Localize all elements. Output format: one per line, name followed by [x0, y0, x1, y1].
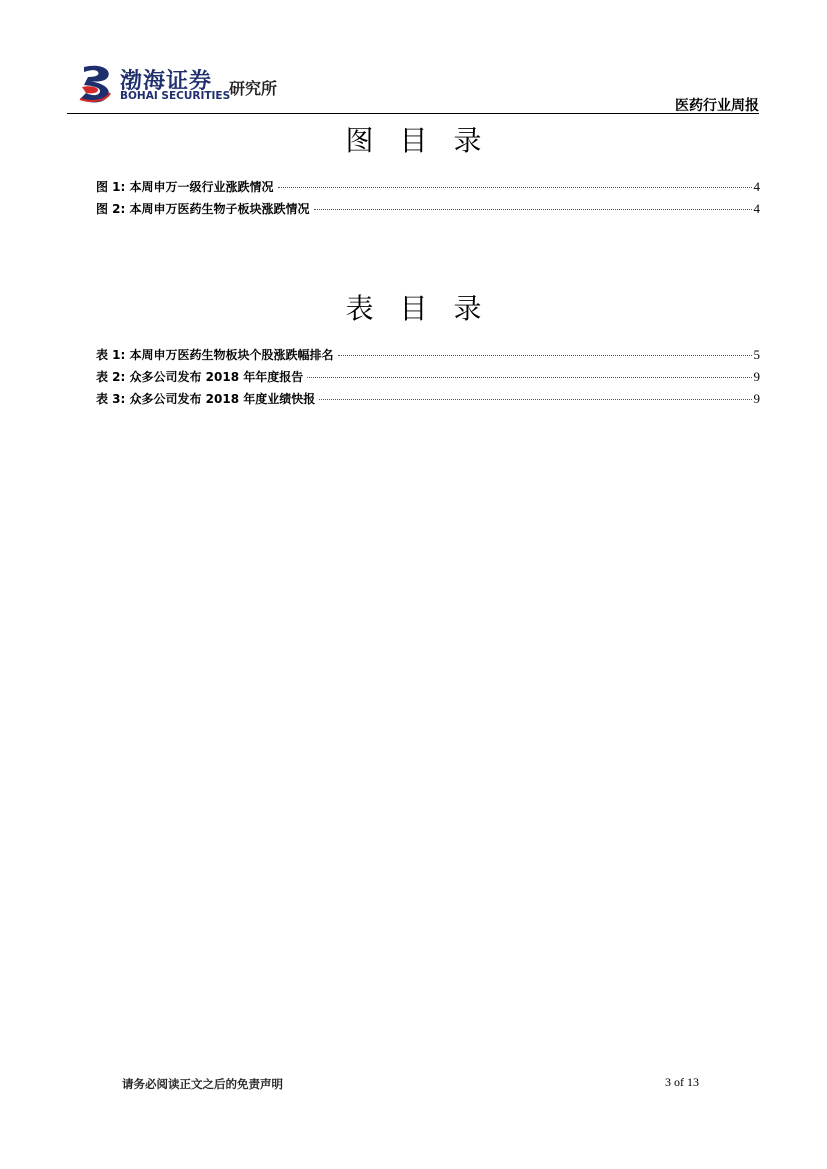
toc-leader: [278, 187, 752, 188]
toc-entry-label[interactable]: 图 2: 本周申万医药生物子板块涨跌情况: [96, 202, 310, 216]
toc-leader: [319, 399, 751, 400]
toc-leader: [307, 377, 751, 378]
toc-entry-label[interactable]: 表 3: 众多公司发布 2018 年度业绩快报: [96, 392, 316, 406]
toc-entry-label[interactable]: 图 1: 本周申万一级行业涨跌情况: [96, 180, 274, 194]
toc-entry[interactable]: [96, 198, 760, 220]
toc-entry-label[interactable]: 表 1: 本周申万医药生物板块个股涨跌幅排名: [96, 348, 334, 362]
company-name-cn: 渤海证券: [120, 68, 213, 94]
company-name-en: BOHAI SECURITIES: [120, 90, 231, 102]
toc-entry[interactable]: [96, 176, 760, 198]
disclaimer-note: 请务必阅读正文之后的免责声明: [122, 1077, 283, 1091]
toc-entry-page[interactable]: 5: [753, 347, 760, 362]
toc-entry-page[interactable]: 9: [753, 369, 760, 384]
toc-leader: [314, 209, 752, 210]
toc-entry[interactable]: [96, 366, 760, 388]
tables-toc-list: [96, 344, 760, 410]
figures-toc-title: 图目录: [345, 124, 508, 157]
toc-entry-page[interactable]: 4: [753, 201, 760, 216]
toc-entry-page[interactable]: 9: [753, 391, 760, 406]
toc-entry[interactable]: [96, 388, 760, 410]
figures-toc-list: [96, 176, 760, 220]
page-number: 3 of 13: [665, 1075, 699, 1089]
toc-leader: [338, 355, 752, 356]
page-header: [0, 0, 827, 116]
report-type: 医药行业周报: [675, 98, 759, 114]
institute-label: 研究所: [229, 79, 278, 98]
toc-entry-label[interactable]: 表 2: 众多公司发布 2018 年年度报告: [96, 370, 304, 384]
header-divider: [67, 113, 759, 114]
bohai-logo-icon: [78, 63, 118, 105]
tables-toc-title: 表目录: [345, 292, 508, 325]
toc-entry[interactable]: [96, 344, 760, 366]
toc-entry-page[interactable]: 4: [753, 179, 760, 194]
